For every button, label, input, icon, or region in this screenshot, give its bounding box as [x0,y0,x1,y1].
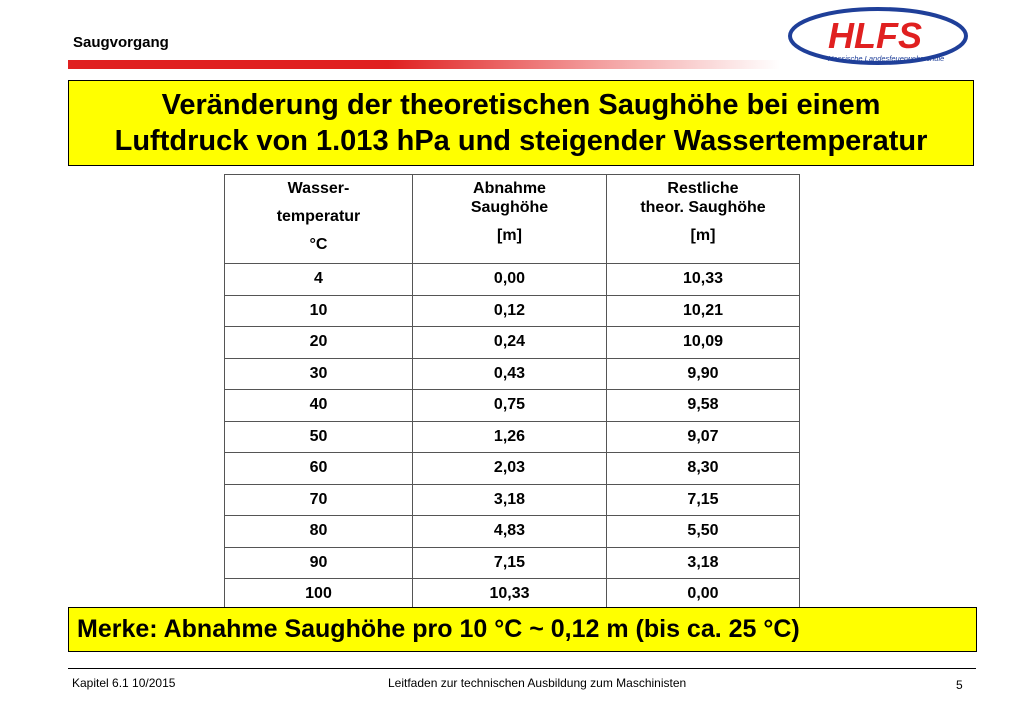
header-abnahme [413,175,607,264]
cell-abnahme: 0,00 [413,264,607,296]
cell-abnahme: 10,33 [413,579,607,611]
cell-abnahme: 1,26 [413,421,607,453]
table-row [225,579,800,611]
cell-restliche: 9,58 [607,390,800,422]
footer-chapter: Kapitel 6.1 10/2015 [72,676,176,690]
cell-abnahme: 0,12 [413,295,607,327]
cell-temperature: 40 [225,390,413,422]
cell-restliche: 9,90 [607,358,800,390]
table-row [225,421,800,453]
red-header-bar [68,60,780,69]
table-row [225,327,800,359]
header-text: Wasser- [287,180,350,197]
slide-title-box [68,80,974,166]
cell-restliche: 5,50 [607,516,800,548]
cell-abnahme: 2,03 [413,453,607,485]
header-text: Saughöhe [470,199,549,216]
slide-title-line-1: Veränderung der theoretischen Saughöhe bei einem [161,89,881,121]
table-row [225,358,800,390]
merke-note: Merke: Abnahme Saughöhe pro 10 °C ~ 0,12 m (bis ca. 25 °C) [68,607,977,652]
cell-abnahme: 0,24 [413,327,607,359]
section-title: Saugvorgang [73,34,169,51]
cell-restliche: 8,30 [607,453,800,485]
cell-temperature: 30 [225,358,413,390]
saughoehe-table [224,174,800,611]
table-row [225,547,800,579]
cell-temperature: 50 [225,421,413,453]
cell-abnahme: 7,15 [413,547,607,579]
cell-abnahme: 3,18 [413,484,607,516]
cell-restliche: 0,00 [607,579,800,611]
cell-temperature: 70 [225,484,413,516]
table-row [225,295,800,327]
footer-divider [68,668,976,669]
header-text: °C [309,236,328,253]
slide-title-line-2: Luftdruck von 1.013 hPa und steigender Wassertemperatur [114,125,928,157]
cell-abnahme: 0,43 [413,358,607,390]
cell-temperature: 10 [225,295,413,327]
logo-text: HLFS [828,15,922,56]
header-text: [m] [497,227,522,244]
header-text: temperatur [276,208,361,225]
cell-temperature: 4 [225,264,413,296]
table-row [225,453,800,485]
header-wassertemperatur [225,175,413,264]
cell-restliche: 10,09 [607,327,800,359]
cell-temperature: 90 [225,547,413,579]
cell-abnahme: 4,83 [413,516,607,548]
header-text: Restliche [667,180,739,197]
table-row [225,390,800,422]
cell-temperature: 60 [225,453,413,485]
logo-subtitle: Hessische Landesfeuerwehrschule [828,54,945,63]
header-text: Abnahme [473,180,546,197]
cell-temperature: 80 [225,516,413,548]
cell-restliche: 7,15 [607,484,800,516]
cell-restliche: 10,21 [607,295,800,327]
header-text: [m] [690,227,716,244]
cell-abnahme: 0,75 [413,390,607,422]
cell-restliche: 10,33 [607,264,800,296]
header-restliche [607,175,800,264]
table-header-row [225,175,800,264]
cell-restliche: 9,07 [607,421,800,453]
hlfs-logo [788,6,970,66]
header-text: theor. Saughöhe [640,199,766,216]
page-number: 5 [956,678,963,692]
cell-temperature: 100 [225,579,413,611]
table-row [225,516,800,548]
cell-temperature: 20 [225,327,413,359]
table-row [225,264,800,296]
table-row [225,484,800,516]
cell-restliche: 3,18 [607,547,800,579]
footer-document-title: Leitfaden zur technischen Ausbildung zum Maschinisten [388,676,687,690]
